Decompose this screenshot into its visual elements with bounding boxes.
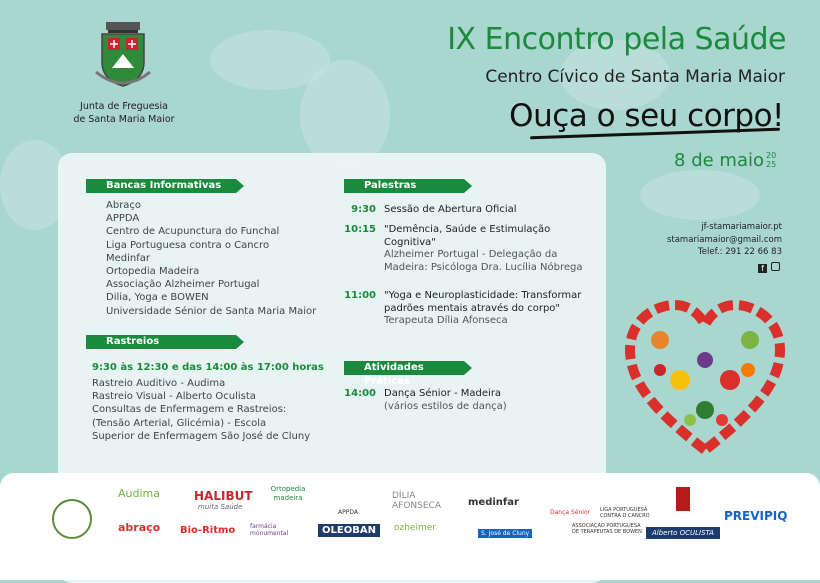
sponsor-medinfar: medinfar bbox=[468, 497, 519, 508]
sponsor-halibut: HALIBUT bbox=[194, 489, 253, 503]
sponsor-halibut-tag: muita Saúde bbox=[198, 503, 243, 511]
rastreios-list bbox=[92, 377, 310, 443]
facebook-icon[interactable]: f bbox=[758, 264, 767, 273]
list-item: Associação Alzheimer Portugal bbox=[106, 279, 260, 291]
event-subtitle: Centro Cívico de Santa Maria Maior bbox=[485, 67, 785, 87]
sponsor-alberto: Alberto OCULISTA bbox=[646, 527, 720, 539]
list-item: Consultas de Enfermagem e Rastreios: bbox=[92, 404, 287, 416]
sponsor-abraco: abraço bbox=[118, 521, 161, 534]
event-year: 20 25 bbox=[766, 151, 777, 169]
palestras-heading: Palestras bbox=[344, 179, 464, 193]
list-item: Dilia, Yoga e BOWEN bbox=[106, 292, 209, 304]
sponsor-oleoban: OLEOBAN bbox=[318, 524, 380, 537]
fruit-heart-icon bbox=[620, 290, 790, 460]
sponsor-appda: APPDA bbox=[338, 509, 358, 516]
list-item: Universidade Sénior de Santa Maria Maior bbox=[106, 305, 317, 317]
event-slogan: Ouça o seu corpo! bbox=[509, 98, 784, 134]
list-item: Centro de Acupunctura do Funchal bbox=[106, 226, 280, 238]
contacts-block bbox=[640, 221, 782, 259]
sponsor-audima: Audima bbox=[118, 487, 160, 500]
website-link[interactable]: jf-stamariamaior.pt bbox=[701, 222, 782, 232]
bancas-list bbox=[106, 199, 316, 318]
sponsor-ortopedia: Ortopedia madeira bbox=[270, 485, 306, 502]
list-item: Rastreio Auditivo - Audima bbox=[92, 378, 226, 389]
sponsor-associacao: ASSOCIAÇÃO PORTUGUESA DE TERAPEUTAS DE BOWEN bbox=[572, 523, 642, 535]
social-icons bbox=[758, 262, 780, 274]
sponsor-dilia: DÍLIA AFONSECA bbox=[392, 491, 441, 511]
parish-crest-icon bbox=[92, 22, 154, 90]
phone-number: Telef.: 291 22 66 83 bbox=[698, 247, 782, 257]
bancas-heading: Bancas Informativas bbox=[86, 179, 236, 193]
sponsor-danca: Dança Sénior bbox=[550, 509, 591, 516]
list-item: Liga Portuguesa contra o Cancro bbox=[106, 239, 270, 251]
cluny-crest-icon bbox=[676, 487, 690, 511]
instagram-icon[interactable] bbox=[771, 262, 780, 271]
sponsor-previpiq: PREVIPIQ bbox=[724, 509, 788, 523]
atividades-heading: Atividades Práticas bbox=[344, 361, 464, 375]
list-item: Superior de Enfermagem São José de Cluny bbox=[92, 430, 311, 442]
univ-senior-logo-icon bbox=[52, 499, 92, 539]
rastreios-heading: Rastreios bbox=[86, 335, 236, 349]
event-date: 8 de maio bbox=[674, 150, 764, 171]
list-item: APPDA bbox=[106, 213, 140, 225]
sponsor-ozhealmer: ozheimer bbox=[394, 523, 436, 533]
email-link[interactable]: stamariamaior@gmail.com bbox=[666, 234, 782, 245]
sponsors-footer bbox=[0, 473, 820, 580]
rastreios-hours: 9:30 às 12:30 e das 14:00 às 17:00 horas bbox=[92, 362, 324, 373]
sponsor-bioritmo: Bio-Ritmo bbox=[180, 525, 236, 536]
parish-caption: Junta de Freguesia de Santa Maria Maior bbox=[73, 101, 175, 125]
list-item: (Tensão Arterial, Glicémia) - Escola bbox=[92, 417, 267, 429]
event-title: IX Encontro pela Saúde bbox=[447, 22, 786, 57]
sponsor-farmacia: farmácia monumental bbox=[250, 523, 289, 537]
list-item: Rastreio Visual - Alberto Oculista bbox=[92, 391, 256, 403]
list-item: Ortopedia Madeira bbox=[106, 266, 200, 278]
sponsor-liga: LIGA PORTUGUESA CONTRA O CANCRO bbox=[600, 507, 650, 519]
list-item: Medinfar bbox=[106, 252, 151, 264]
list-item: Abraço bbox=[106, 200, 142, 211]
sponsor-cluny: S. José de Cluny bbox=[478, 529, 532, 538]
